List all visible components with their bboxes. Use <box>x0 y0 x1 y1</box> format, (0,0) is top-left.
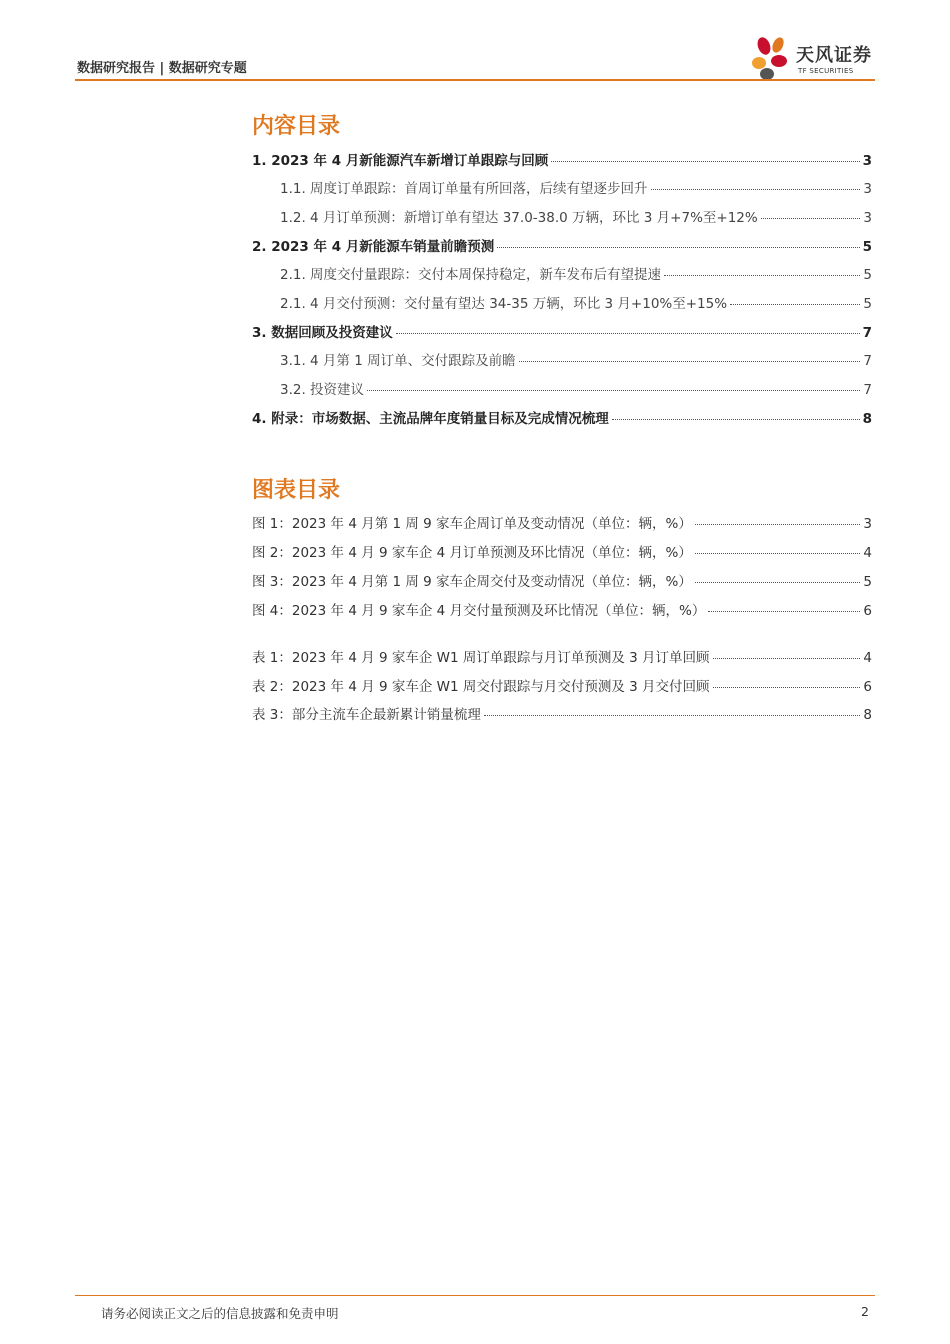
toc-title: 内容目录 <box>252 114 341 139</box>
dot-leader <box>695 553 861 554</box>
figure-entry[interactable] <box>252 599 872 619</box>
toc-entry[interactable] <box>252 235 872 255</box>
toc-entry-page: 5 <box>862 239 872 255</box>
toc-entry[interactable] <box>252 263 872 283</box>
page-number: 2 <box>861 1304 869 1319</box>
toc-entry-page: 3 <box>863 181 872 197</box>
toc-entry-text: 1.1. 周度订单跟踪：首周订单量有所回落，后续有望逐步回升 <box>280 181 648 197</box>
dot-leader <box>396 333 860 334</box>
toc-entry-text: 1. 2023 年 4 月新能源汽车新增订单跟踪与回顾 <box>252 153 549 169</box>
figure-entry[interactable] <box>252 512 872 532</box>
toc-entry-page: 3 <box>863 210 872 226</box>
figure-entry[interactable] <box>252 541 872 561</box>
table-entry-text: 表 1：2023 年 4 月 9 家车企 W1 周订单跟踪与月订单预测及 3 月订单回顾 <box>252 650 710 666</box>
toc-entry-page: 7 <box>863 353 872 369</box>
dot-leader <box>713 687 861 688</box>
header-divider <box>75 79 875 81</box>
figures-toc-title: 图表目录 <box>252 478 341 503</box>
footer-divider <box>75 1295 875 1296</box>
company-logo <box>748 32 878 82</box>
dot-leader <box>497 247 859 248</box>
figure-entry-page: 4 <box>863 545 872 561</box>
table-entry-text: 表 3：部分主流车企最新累计销量梳理 <box>252 707 481 723</box>
toc-entry[interactable] <box>252 349 872 369</box>
dot-leader <box>484 715 861 716</box>
logo-name: 天风证券 <box>796 45 872 66</box>
toc-entry-page: 8 <box>862 411 872 427</box>
dot-leader <box>695 524 861 525</box>
dot-leader <box>695 582 861 583</box>
figure-entry-text: 图 1：2023 年 4 月第 1 周 9 家车企周订单及变动情况（单位：辆，%） <box>252 516 692 532</box>
toc-entry-text: 1.2. 4 月订单预测：新增订单有望达 37.0-38.0 万辆，环比 3 月+7%至+12% <box>280 210 758 226</box>
toc-entry[interactable] <box>252 292 872 312</box>
report-type-header: 数据研究报告 | 数据研究专题 <box>77 61 247 76</box>
table-entry[interactable] <box>252 646 872 666</box>
dot-leader <box>713 658 861 659</box>
toc-entry-text: 2.1. 4 月交付预测：交付量有望达 34-35 万辆，环比 3 月+10%至+15% <box>280 296 728 312</box>
toc-entry[interactable] <box>252 177 872 197</box>
figure-entry-page: 3 <box>863 516 872 532</box>
toc-entry-text: 2. 2023 年 4 月新能源车销量前瞻预测 <box>252 239 495 255</box>
dot-leader <box>708 611 860 612</box>
toc-entry[interactable] <box>252 149 872 169</box>
figure-entry-text: 图 2：2023 年 4 月 9 家车企 4 月订单预测及环比情况（单位：辆，%） <box>252 545 692 561</box>
logo-flower-icon <box>748 32 794 82</box>
dot-leader <box>664 275 860 276</box>
toc-entry-page: 3 <box>862 153 872 169</box>
figure-entry-page: 5 <box>863 574 872 590</box>
toc-entry-text: 4. 附录：市场数据、主流品牌年度销量目标及完成情况梳理 <box>252 411 609 427</box>
footer-disclaimer: 请务必阅读正文之后的信息披露和免责申明 <box>101 1306 339 1321</box>
toc-entry-text: 3.2. 投资建议 <box>280 382 365 398</box>
logo-subtitle: TF SECURITIES <box>798 67 854 75</box>
dot-leader <box>367 390 860 391</box>
toc-entry[interactable] <box>252 321 872 341</box>
figure-entry-text: 图 4：2023 年 4 月 9 家车企 4 月交付量预测及环比情况（单位：辆，%） <box>252 603 706 619</box>
dot-leader <box>612 419 860 420</box>
toc-entry-text: 3. 数据回顾及投资建议 <box>252 325 393 341</box>
toc-entry[interactable] <box>252 206 872 226</box>
figure-entry-page: 6 <box>863 603 872 619</box>
dot-leader <box>519 361 861 362</box>
toc-entry-page: 7 <box>862 325 872 341</box>
table-entry[interactable] <box>252 675 872 695</box>
dot-leader <box>761 218 861 219</box>
toc-entry-page: 7 <box>863 382 872 398</box>
toc-entry[interactable] <box>252 407 872 427</box>
table-entry-text: 表 2：2023 年 4 月 9 家车企 W1 周交付跟踪与月交付预测及 3 月交付回顾 <box>252 679 710 695</box>
toc-entry-page: 5 <box>863 296 872 312</box>
dot-leader <box>551 161 859 162</box>
figure-entry-text: 图 3：2023 年 4 月第 1 周 9 家车企周交付及变动情况（单位：辆，%） <box>252 574 692 590</box>
figure-entry[interactable] <box>252 570 872 590</box>
toc-entry-text: 2.1. 周度交付量跟踪：交付本周保持稳定，新车发布后有望提速 <box>280 267 662 283</box>
dot-leader <box>651 189 861 190</box>
toc-entry-page: 5 <box>863 267 872 283</box>
table-entry-page: 6 <box>863 679 872 695</box>
toc-entry-text: 3.1. 4 月第 1 周订单、交付跟踪及前瞻 <box>280 353 516 369</box>
toc-entry[interactable] <box>252 378 872 398</box>
table-entry-page: 4 <box>863 650 872 666</box>
dot-leader <box>730 304 860 305</box>
table-entry[interactable] <box>252 703 872 723</box>
table-entry-page: 8 <box>863 707 872 723</box>
